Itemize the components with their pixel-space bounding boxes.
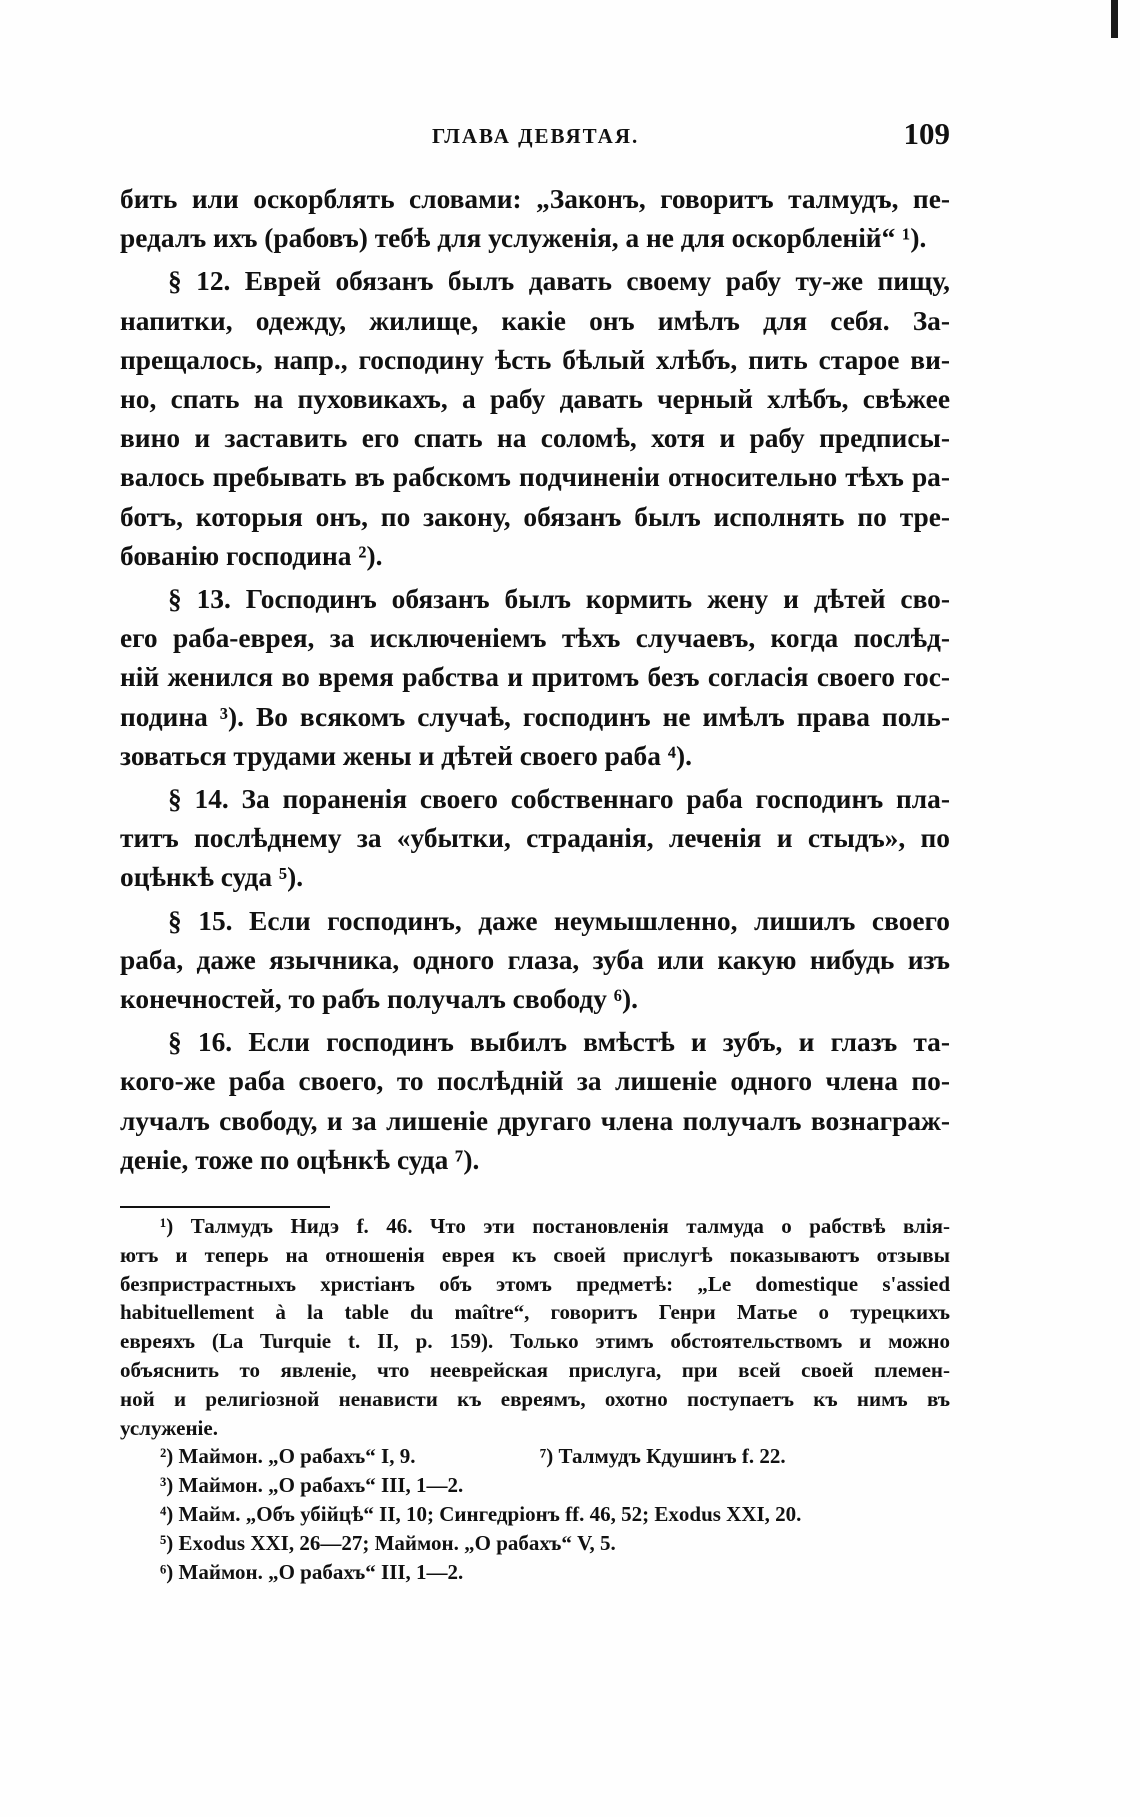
- paragraph-16: [120, 1023, 950, 1180]
- text-line: вино и заставить его спать на соломѣ, хотя и рабу предписы-: [120, 423, 950, 454]
- text-line: лучалъ свободу, и за лишеніе другаго члена получалъ вознаграж-: [120, 1105, 950, 1136]
- text-line: титъ послѣднему за «убытки, страданія, леченія и стыдъ», по: [120, 823, 950, 854]
- footnote-line: ной и религіозной ненависти къ евреямъ, охотно поступаетъ къ нимъ въ: [120, 1386, 950, 1411]
- text-line: кого-же раба своего, то послѣдній за лишеніе одного члена по-: [120, 1066, 950, 1097]
- text-line: ботъ, которыя онъ, по закону, обязанъ былъ исполнять по тре-: [120, 501, 950, 532]
- footnote-7: ⁷) Талмудъ Кдушинъ f. 22.: [540, 1444, 786, 1469]
- paragraph-14: [120, 780, 950, 898]
- text-line: но, спать на пуховикахъ, а рабу давать черный хлѣбъ, свѣжее: [120, 384, 950, 415]
- text-line: ній женился во время рабства и притомъ безъ согласія своего гос-: [120, 662, 950, 693]
- text-line: бованію господина ²).: [120, 540, 383, 571]
- text-line: § 12. Еврей обязанъ былъ давать своему рабу ту-же пищу,: [168, 266, 950, 297]
- scan-edge-mark: [1111, 0, 1118, 38]
- text-line: § 16. Если господинъ выбилъ вмѣстѣ и зубъ, и глазъ та-: [168, 1027, 950, 1058]
- footnote-6: ⁶) Маймон. „О рабахъ“ III, 1—2.: [160, 1559, 464, 1584]
- footnote-4: ⁴) Майм. „Объ убійцѣ“ II, 10; Сингедріонъ ff. 46, 52; Exodus XXI, 20.: [160, 1501, 802, 1526]
- footnote-line: объяснить то явленіе, что нееврейская прислуга, при всей своей племен-: [120, 1357, 950, 1382]
- paragraph-13: [120, 580, 950, 776]
- footnote-line: евреяхъ (La Turquie t. II, p. 159). Только этимъ обстоятельствомъ и можно: [120, 1329, 950, 1354]
- text-line: валось пребывать въ рабскомъ подчиненіи относительно тѣхъ ра-: [120, 462, 950, 493]
- text-line: зоваться трудами жены и дѣтей своего раба ⁴).: [120, 740, 692, 771]
- text-line: деніе, тоже по оцѣнкѣ суда ⁷).: [120, 1144, 480, 1175]
- text-line: прещалось, напр., господину ѣсть бѣлый хлѣбъ, пить старое ви-: [120, 344, 950, 375]
- footnote-line: ютъ и теперь на отношенія еврея къ своей прислугѣ показываютъ отзывы: [120, 1242, 950, 1267]
- page-number: 109: [903, 116, 950, 151]
- paragraph-15: [120, 902, 950, 1020]
- text-line: редалъ ихъ (рабовъ) тебѣ для услуженія, а не для оскорбленій“ ¹).: [120, 223, 927, 254]
- paragraph-11-end: [120, 180, 950, 258]
- text-line: конечностей, то рабъ получалъ свободу ⁶).: [120, 984, 638, 1015]
- text-line: его раба-еврея, за исключеніемъ тѣхъ случаевъ, когда послѣд-: [120, 623, 950, 654]
- footnote-line: habituellement à la table du maître“, говоритъ Генри Матье о турецкихъ: [120, 1300, 950, 1325]
- paragraph-12: [120, 262, 950, 576]
- text-line: напитки, одежду, жилище, какіе онъ имѣлъ для себя. За-: [120, 305, 950, 336]
- text-line: § 13. Господинъ обязанъ былъ кормить жену и дѣтей сво-: [168, 584, 950, 615]
- footnote-line: ¹) Талмудъ Нидэ f. 46. Что эти постановленія талмуда о рабствѣ влія-: [160, 1214, 950, 1238]
- text-line: раба, даже язычника, одного глаза, зуба или какую нибудь изъ: [120, 944, 950, 975]
- footnote-divider: [120, 1206, 330, 1208]
- footnote-5: ⁵) Exodus XXI, 26—27; Маймон. „О рабахъ“ V, 5.: [160, 1530, 616, 1555]
- main-text: [120, 180, 950, 1184]
- text-line: § 14. За пораненія своего собственнаго раба господинъ пла-: [168, 784, 950, 815]
- footnote-3: ³) Маймон. „О рабахъ“ III, 1—2.: [160, 1473, 464, 1498]
- running-title: ГЛАВА ДЕВЯТАЯ.: [432, 124, 640, 148]
- footnote-line: услуженіе.: [120, 1415, 218, 1440]
- footnote-2: ²) Маймон. „О рабахъ“ I, 9.: [160, 1444, 416, 1469]
- footnote-1: [120, 1212, 950, 1442]
- text-line: оцѣнкѣ суда ⁵).: [120, 862, 304, 893]
- text-line: § 15. Если господинъ, даже неумышленно, лишилъ своего: [168, 905, 950, 936]
- footnote-row-2-7: [120, 1442, 950, 1471]
- footnotes: [120, 1212, 950, 1586]
- page-header: [120, 116, 950, 156]
- text-line: бить или оскорблять словами: „Законъ, говоритъ талмудъ, пе-: [120, 184, 950, 214]
- footnote-line: безпристрастныхъ христіанъ объ этомъ предметѣ: „Le domestique s'assied: [120, 1271, 950, 1296]
- text-line: подина ³). Во всякомъ случаѣ, господинъ не имѣлъ права поль-: [120, 701, 950, 732]
